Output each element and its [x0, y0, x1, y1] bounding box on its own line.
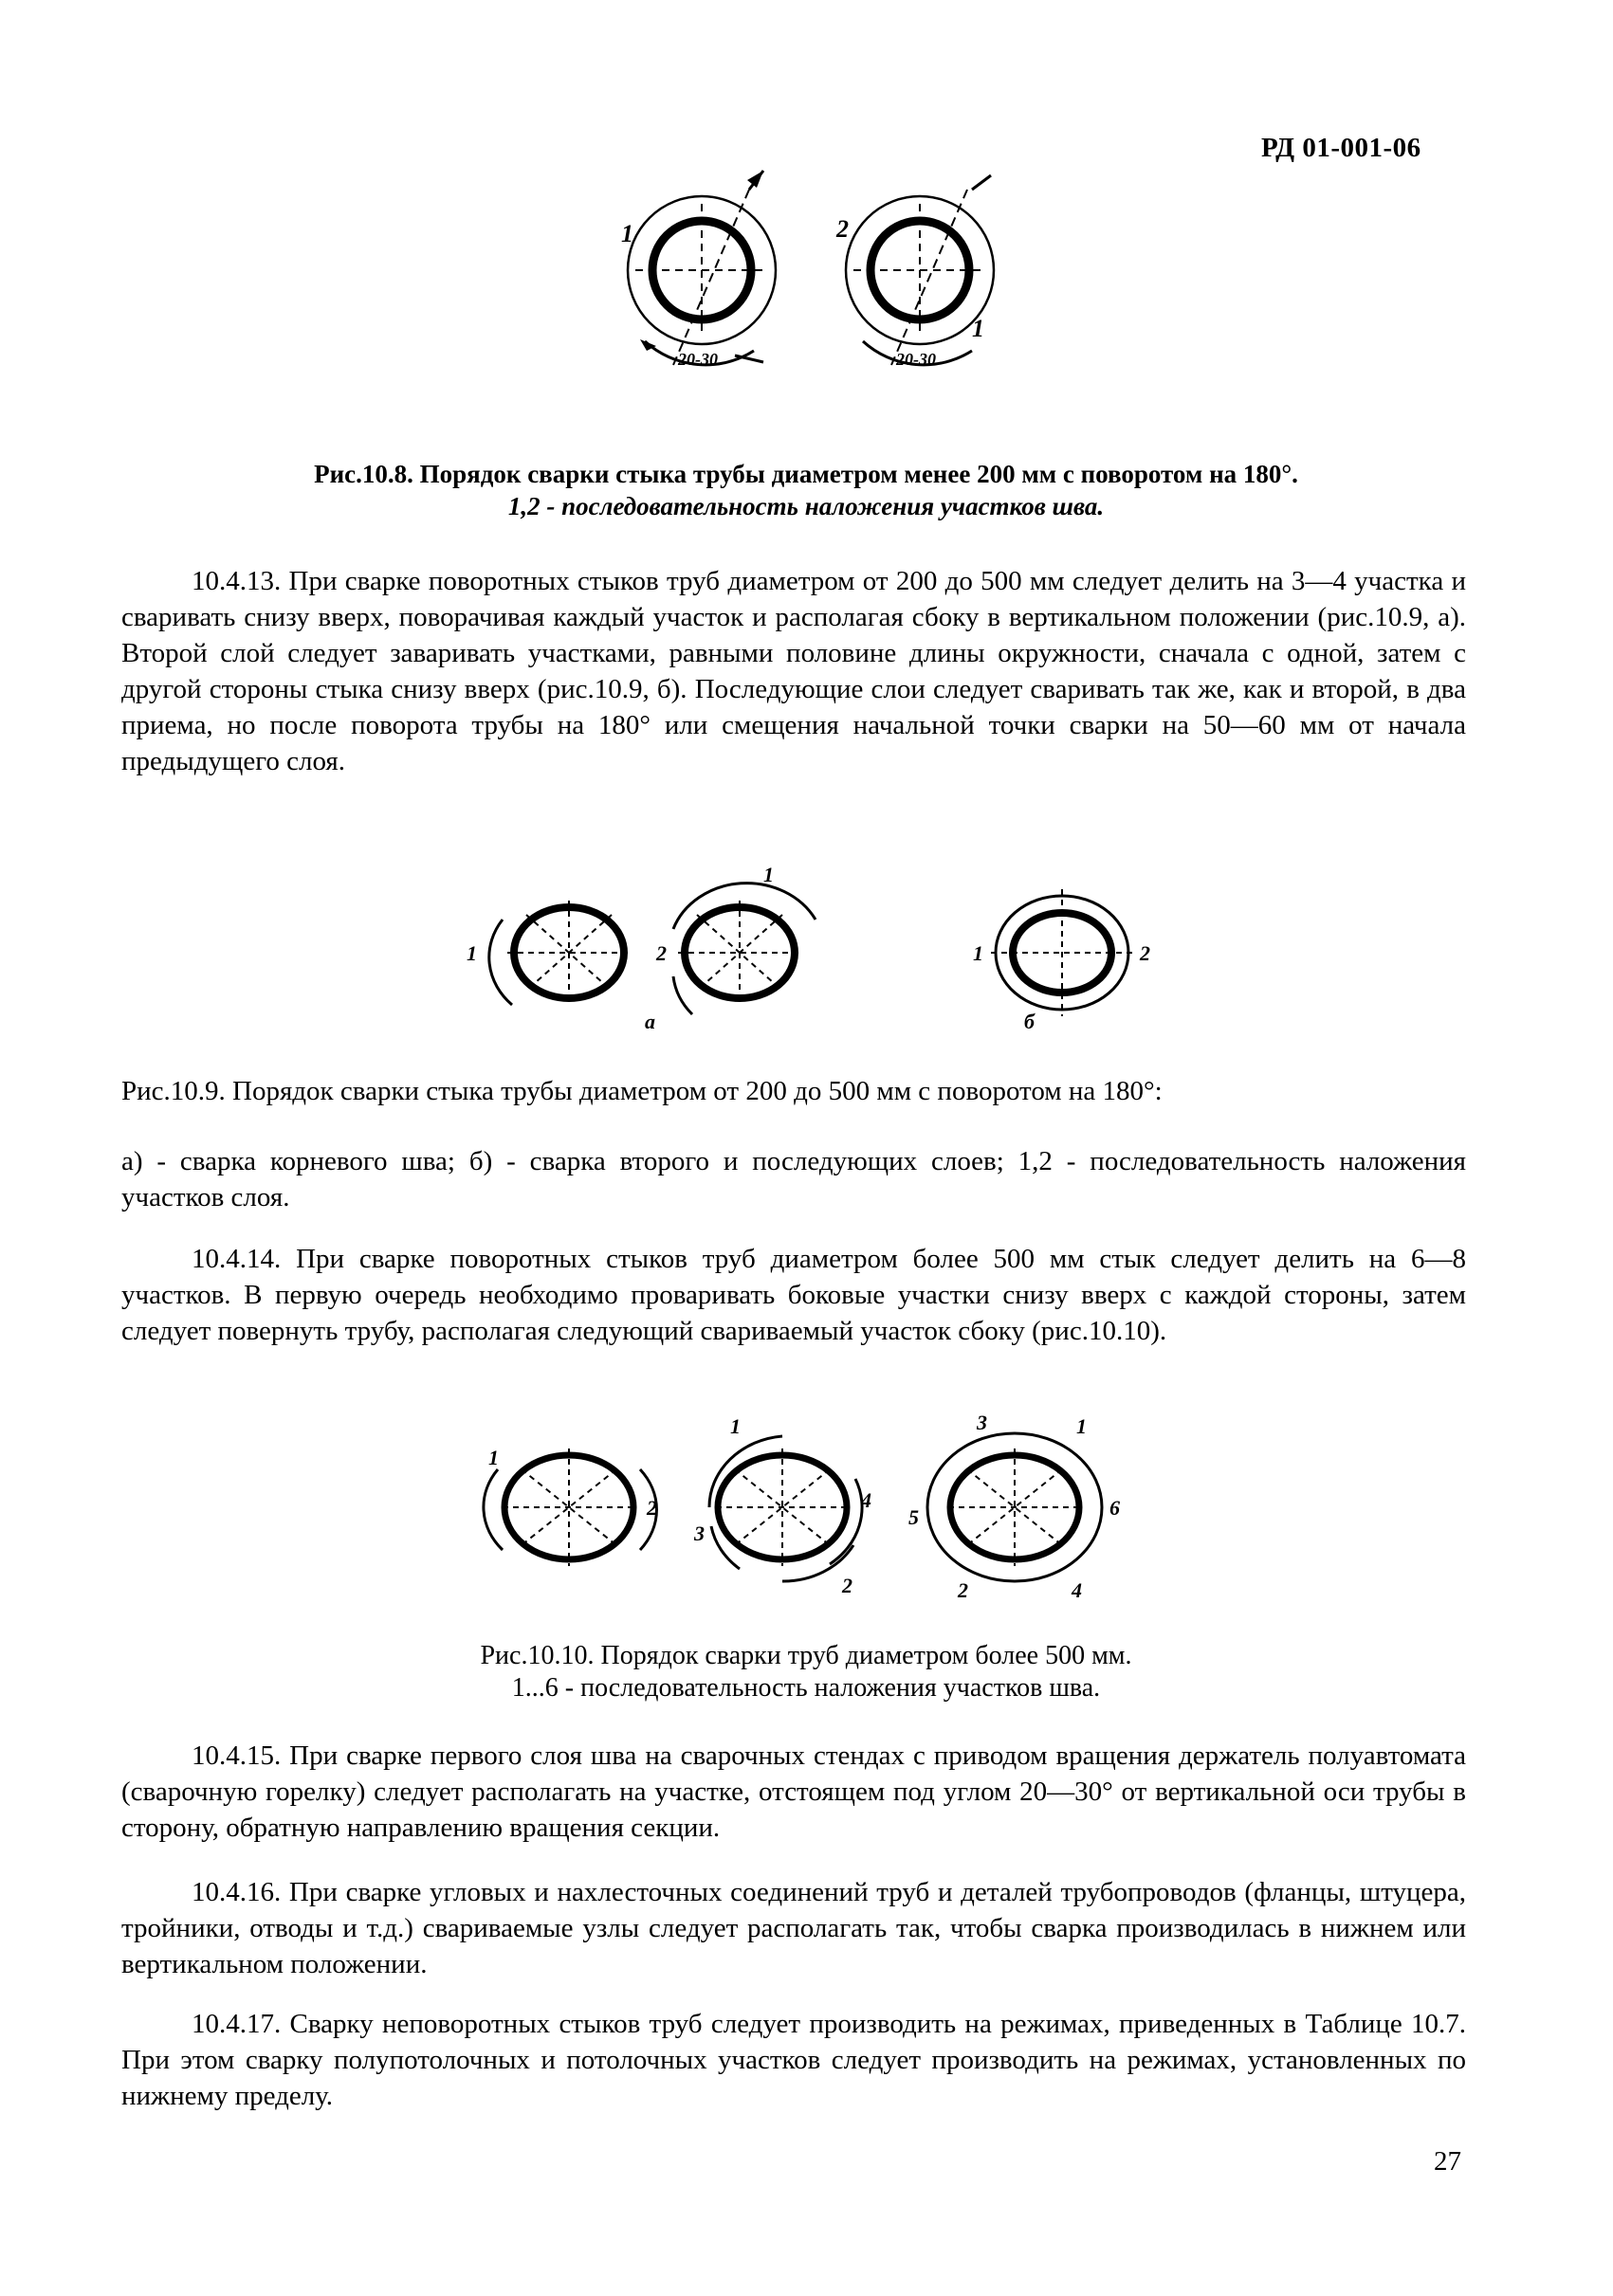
figure-10-9-caption-title: Рис.10.9. Порядок сварки стыка трубы диаметром от 200 до 500 мм с поворотом на 180°:: [121, 1076, 1163, 1106]
figure-10-9-drawing: [446, 863, 1223, 1033]
figure-10-10-caption: [284, 1640, 1328, 1704]
figure-10-10-caption-title: Рис.10.10. Порядок сварки труб диаметром более 500 мм.: [480, 1641, 1132, 1670]
fig10-p3-label-4: 4: [1072, 1578, 1082, 1602]
fig10-p3-label-2: 2: [958, 1578, 968, 1602]
paragraph-10-4-15: [121, 1738, 1466, 1846]
fig9-a-label-1: 1: [467, 941, 477, 965]
fig10-p1-label-2: 2: [647, 1496, 657, 1520]
fig10-p3-label-3: 3: [977, 1412, 987, 1434]
figure-10-9-caption-note: а) - сварка корневого шва; б) - сварка второго и последующих слоев; 1,2 - последовательность наложения участков слоя.: [121, 1146, 1466, 1212]
figure-10-8-caption-title: Рис.10.8. Порядок сварки стыка трубы диаметром менее 200 мм с поворотом на 180°.: [314, 460, 1298, 488]
figure-10-9: [446, 863, 1223, 1033]
fig8-label-2: 2: [836, 215, 849, 243]
fig9-sub-b: б: [1024, 1010, 1035, 1033]
figure-10-8: [588, 161, 1081, 408]
fig10-p3-label-5: 5: [908, 1505, 919, 1529]
fig9-sub-a: а: [645, 1010, 655, 1033]
page-number: 27: [1434, 2146, 1461, 2177]
fig10-p2-label-2: 2: [842, 1574, 852, 1597]
fig10-p2-label-1: 1: [730, 1414, 741, 1438]
paragraph-10-4-15-text: 10.4.15. При сварке первого слоя шва на сварочных стендах с приводом вращения держатель полуавтомата (сварочную горелку) следует располагать на участке, отстоящем под углом 20—30° от вертикальной оси трубы в сторону, обратную направлению вращения секции.: [121, 1740, 1466, 1843]
fig9-a-label-2: 2: [656, 941, 667, 965]
paragraph-10-4-16-text: 10.4.16. При сварке угловых и нахлесточных соединений труб и деталей трубопроводов (фланцы, штуцера, тройники, отводы и т.д.) свариваемые узлы следует располагать так, чтобы сварка производилась в нижнем или вертикальном положении.: [121, 1877, 1466, 1979]
paragraph-10-4-17: [121, 2006, 1466, 2114]
fig9-a-label-1-top: 1: [763, 863, 774, 886]
fig8-angle-left: 20-30: [678, 350, 718, 369]
fig10-p2-label-3: 3: [694, 1522, 705, 1545]
paragraph-10-4-14: [121, 1241, 1466, 1349]
fig8-angle-right: 20-30: [896, 350, 936, 369]
figure-10-8-drawing: [588, 161, 1081, 408]
figure-10-8-caption: [190, 458, 1422, 522]
fig10-p1-label-1: 1: [488, 1446, 499, 1469]
paragraph-10-4-16: [121, 1874, 1466, 1982]
paragraph-10-4-14-text: 10.4.14. При сварке поворотных стыков труб диаметром более 500 мм стык следует делить на 6—8 участков. В первую очередь необходимо проваривать боковые участки снизу вверх с каждой стороны, затем следует повернуть трубу, располагая следующий свариваемый участок сбоку (рис.10.10).: [121, 1244, 1466, 1346]
figure-10-10-drawing: [446, 1412, 1185, 1602]
figure-10-8-caption-note: 1,2 - последовательность наложения участков шва.: [507, 492, 1105, 520]
figure-10-10: [446, 1412, 1185, 1602]
fig10-p2-label-4: 4: [861, 1488, 871, 1512]
fig10-p3-label-6: 6: [1109, 1496, 1120, 1520]
paragraph-10-4-13-text: 10.4.13. При сварке поворотных стыков труб диаметром от 200 до 500 мм следует делить на 3—4 участка и сваривать снизу вверх, поворачивая каждый участок и располагая сбоку в вертикальном положении (рис.10.9, а). Второй слой следует заваривать участками, равными половине длины окружности, сначала с одной, затем с другой стороны стыка снизу вверх (рис.10.9, б). Последующие слои следует сваривать так же, как и второй, в два приема, но после поворота трубы на 180° или смещения начальной точки сварки на 50—60 мм от начала предыдущего слоя.: [121, 566, 1466, 776]
paragraph-10-4-13: [121, 563, 1466, 779]
paragraph-10-4-17-text: 10.4.17. Сварку неповоротных стыков труб следует производить на режимах, приведенных в Таблице 10.7. При этом сварку полупотолочных и потолочных участков следует производить на режимах, установленных по нижнему пределу.: [121, 2009, 1466, 2111]
fig8-label-1b: 1: [972, 315, 984, 342]
document-code: РД 01-001-06: [1261, 133, 1421, 163]
fig10-p3-label-1: 1: [1076, 1414, 1087, 1438]
fig9-b-label-2: 2: [1140, 941, 1150, 965]
figure-10-10-caption-note: 1...6 - последовательность наложения участков шва.: [511, 1673, 1101, 1703]
fig9-b-label-1: 1: [973, 941, 983, 965]
fig8-label-1: 1: [621, 220, 633, 247]
